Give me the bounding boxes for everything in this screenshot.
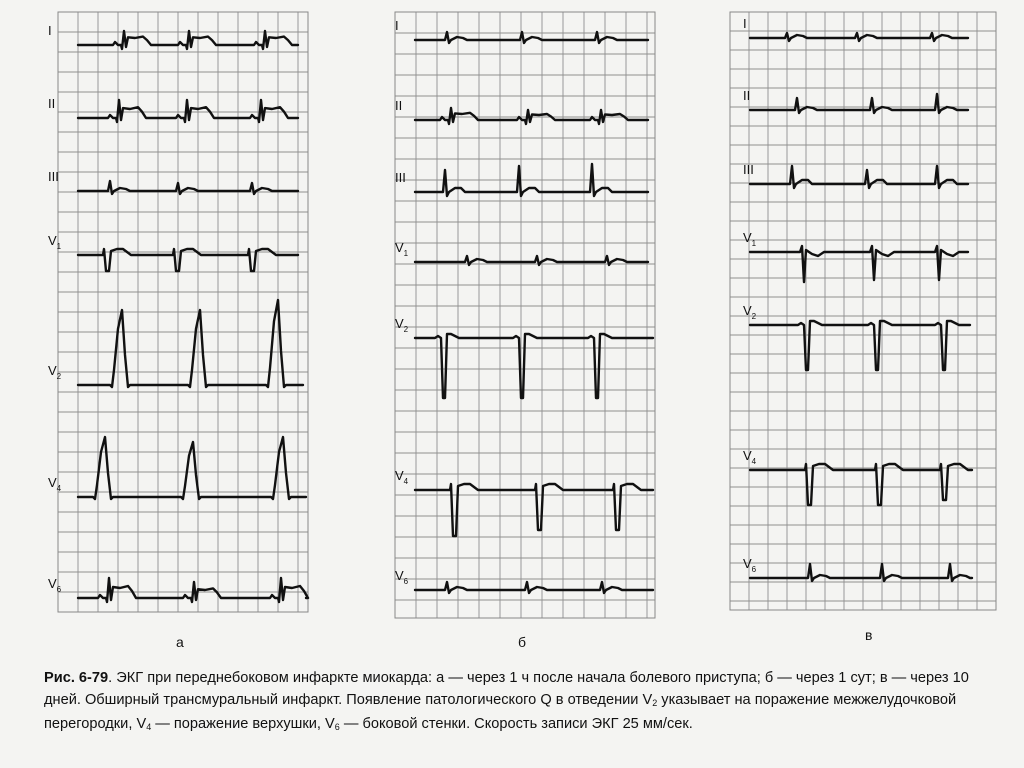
caption-sub-2: 4	[146, 722, 152, 732]
lead-label: $V_4$	[48, 475, 62, 493]
ecg-trace	[415, 108, 648, 124]
ecg-trace	[415, 32, 648, 43]
lead-label: II	[48, 96, 56, 111]
ecg-panel-c	[728, 0, 998, 620]
caption-text-1: . ЭКГ при переднебоковом инфаркте миокарда: а — через 1 ч после начала болевого приступа; б — через 1 сут; в — через 10 дней. Обширный трансмуральный инфаркт. Появление патологического Q в отведении V	[44, 670, 969, 708]
figure-label: Рис. 6-79	[44, 670, 109, 686]
ecg-trace	[750, 166, 968, 188]
lead-label: $V_4$	[395, 468, 409, 486]
lead-label: III	[743, 162, 754, 177]
lead-label: II	[743, 88, 751, 103]
panel-letter-c: в	[865, 627, 873, 643]
ecg-grid	[58, 12, 308, 612]
ecg-trace	[78, 300, 303, 387]
lead-label: II	[395, 98, 403, 113]
lead-label: $V_6$	[743, 556, 757, 574]
ecg-trace	[78, 437, 306, 499]
ecg-trace	[78, 100, 298, 122]
lead-label: $V_2$	[743, 303, 757, 321]
ecg-trace	[750, 246, 968, 282]
lead-label: $V_2$	[48, 363, 62, 381]
ecg-strip-b	[373, 0, 666, 620]
lead-label: $V_6$	[395, 568, 409, 586]
figure-caption	[44, 668, 1006, 739]
lead-label: $V_6$	[48, 576, 62, 594]
lead-label: $V_4$	[743, 448, 757, 466]
panel-letter-b: б	[518, 634, 527, 650]
ecg-trace	[78, 578, 308, 602]
ecg-trace	[415, 334, 653, 398]
ecg-panel-a	[36, 0, 332, 620]
lead-label: III	[48, 169, 59, 184]
ecg-strip-c	[728, 0, 998, 620]
lead-label: I	[395, 18, 399, 33]
ecg-trace	[750, 321, 970, 370]
lead-label: $V_1$	[395, 240, 409, 258]
panel-letter-a: а	[176, 634, 184, 650]
ecg-grid	[730, 12, 996, 610]
lead-label: I	[743, 16, 747, 31]
lead-label: $V_1$	[48, 233, 62, 251]
lead-label: $V_1$	[743, 230, 757, 248]
ecg-trace	[750, 94, 968, 113]
ecg-strip-a	[36, 0, 332, 620]
caption-text-3: — поражение верхушки, V	[151, 716, 335, 732]
ecg-trace	[415, 582, 653, 593]
ecg-panel-b	[373, 0, 666, 620]
caption-text-4: — боковой стенки. Скорость записи ЭКГ 25 мм/сек.	[339, 716, 693, 732]
ecg-trace	[78, 31, 298, 49]
lead-label: III	[395, 170, 406, 185]
caption-sub-3: 6	[334, 722, 340, 732]
caption-text-2: указывает на поражение межжелудочковой перегородки, V	[44, 691, 957, 732]
ecg-trace	[750, 33, 968, 41]
caption-sub-1: 2	[652, 697, 658, 708]
lead-label: I	[48, 23, 52, 38]
ecg-trace	[415, 484, 653, 536]
lead-label: $V_2$	[395, 316, 409, 334]
